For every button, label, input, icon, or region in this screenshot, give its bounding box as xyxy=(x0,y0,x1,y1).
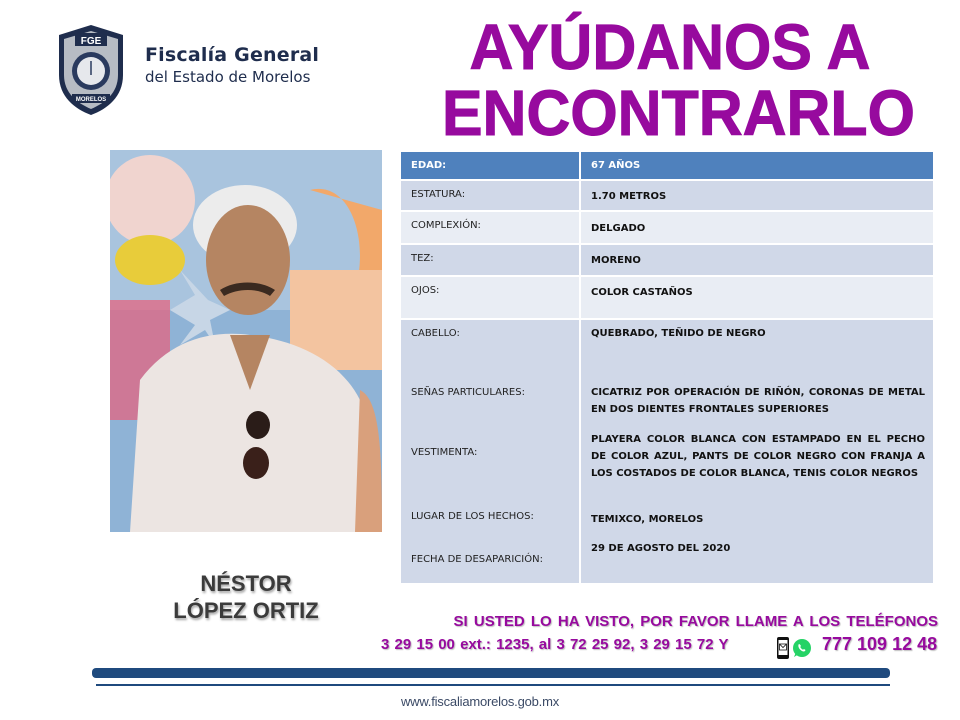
label-estatura: ESTATURA: xyxy=(401,181,581,210)
svg-text:FGE: FGE xyxy=(80,36,102,47)
mobile-phone-icon xyxy=(776,636,790,660)
block-values xyxy=(581,320,933,583)
contact-message: SI USTED LO HA VISTO, POR FAVOR LLAME A LOS TELÉFONOS xyxy=(453,613,938,630)
headline xyxy=(442,11,915,149)
label-complexion: COMPLEXIÓN: xyxy=(401,212,581,243)
value-tez: MORENO xyxy=(591,255,641,266)
website-link[interactable]: www.fiscaliamorelos.gob.mx xyxy=(400,694,560,709)
label-ojos: OJOS: xyxy=(401,277,581,318)
contact-phones: 3 29 15 00 ext.: 1235, al 3 72 25 92, 3 29 15 72 Y xyxy=(381,636,729,653)
table-row-edad xyxy=(401,152,933,181)
value-lugar-hechos: TEMIXCO, MORELOS xyxy=(591,514,704,525)
value-senas-particulares: CICATRIZ POR OPERACIÓN DE RIÑÓN, CORONAS DE METAL EN DOS DIENTES FRONTALES SUPERIORES xyxy=(591,387,925,415)
table-row-estatura xyxy=(401,181,933,212)
table-block-description xyxy=(401,320,933,585)
table-row-ojos xyxy=(401,277,933,320)
whatsapp-number: 777 109 12 48 xyxy=(822,634,938,654)
table-row-complexion xyxy=(401,212,933,245)
footer-bar xyxy=(92,668,890,678)
value-cabello: QUEBRADO, TEÑIDO DE NEGRO xyxy=(591,328,766,339)
org-subtitle: del Estado de Morelos xyxy=(145,68,311,86)
missing-person-photo xyxy=(110,150,382,532)
headline-line-1: AYÚDANOS A xyxy=(469,11,871,83)
whatsapp-icon xyxy=(792,638,812,658)
table-row-tez xyxy=(401,245,933,277)
label-fecha-desaparicion: FECHA DE DESAPARICIÓN: xyxy=(411,554,543,565)
headline-line-2: ENCONTRARLO xyxy=(442,77,915,149)
block-labels xyxy=(401,320,581,583)
details-table xyxy=(401,152,933,585)
value-ojos: COLOR CASTAÑOS xyxy=(591,287,693,298)
person-last-names: LÓPEZ ORTIZ xyxy=(173,598,319,623)
label-tez: TEZ: xyxy=(401,245,581,275)
label-vestimenta: VESTIMENTA: xyxy=(411,447,478,458)
value-estatura: 1.70 METROS xyxy=(591,191,667,202)
org-name: Fiscalía General xyxy=(145,44,320,66)
label-lugar-hechos: LUGAR DE LOS HECHOS: xyxy=(411,511,534,522)
label-senas-particulares: SEÑAS PARTICULARES: xyxy=(411,387,525,398)
person-name xyxy=(110,570,382,624)
label-cabello: CABELLO: xyxy=(411,328,460,339)
person-first-name: NÉSTOR xyxy=(200,571,292,596)
label-edad: EDAD: xyxy=(401,152,581,179)
svg-text:MORELOS: MORELOS xyxy=(75,97,107,103)
fge-badge-logo xyxy=(55,23,127,117)
value-fecha-desaparicion: 29 DE AGOSTO DEL 2020 xyxy=(591,543,731,554)
value-vestimenta: PLAYERA COLOR BLANCA CON ESTAMPADO EN EL PECHO DE COLOR AZUL, PANTS DE COLOR NEGRO CON FRANJA A LOS COSTADOS DE COLOR BLANCA, TENIS COLOR NEGROS xyxy=(591,434,925,479)
value-complexion: DELGADO xyxy=(591,223,646,234)
footer-divider xyxy=(96,684,890,686)
value-edad: 67 AÑOS xyxy=(591,160,641,171)
